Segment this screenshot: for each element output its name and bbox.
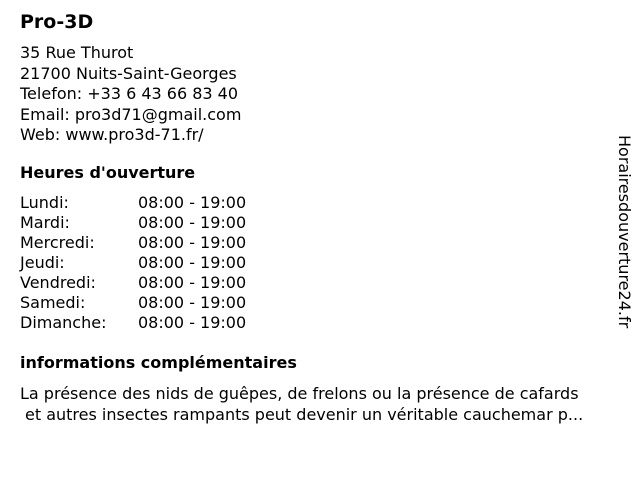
opening-hours-table — [20, 193, 246, 333]
day-label: Jeudi: — [20, 253, 65, 272]
additional-info-heading: informations complémentaires — [20, 353, 297, 372]
time-range: 08:00 - 19:00 — [138, 253, 247, 272]
hours-row — [20, 253, 246, 273]
info-line: et autres insectes rampants peut devenir un véritable cauchemar p... — [25, 405, 584, 424]
info-line: La présence des nids de guêpes, de frelons ou la présence de cafards — [20, 384, 579, 403]
day-label: Lundi: — [20, 193, 69, 212]
day-label: Samedi: — [20, 293, 86, 312]
day-label: Mardi: — [20, 213, 70, 232]
hours-row — [20, 293, 246, 313]
day-label: Dimanche: — [20, 313, 107, 332]
business-name: Pro-3D — [20, 11, 94, 33]
day-label: Mercredi: — [20, 233, 95, 252]
additional-info-text — [20, 383, 632, 425]
phone-line: Telefon: +33 6 43 66 83 40 — [20, 84, 239, 103]
watermark-text: Horairesdouverture24.fr — [615, 135, 634, 329]
time-range: 08:00 - 19:00 — [138, 193, 247, 212]
hours-row — [20, 213, 246, 233]
time-range: 08:00 - 19:00 — [138, 213, 247, 232]
hours-row — [20, 193, 246, 213]
hours-row — [20, 313, 246, 333]
email-line: Email: pro3d71@gmail.com — [20, 104, 242, 124]
address-street: 35 Rue Thurot — [20, 43, 134, 62]
web-line: Web: www.pro3d-71.fr/ — [20, 125, 204, 144]
day-label: Vendredi: — [20, 273, 96, 292]
time-range: 08:00 - 19:00 — [138, 233, 247, 252]
hours-row — [20, 273, 246, 293]
time-range: 08:00 - 19:00 — [138, 313, 247, 332]
contact-block — [20, 43, 241, 146]
opening-hours-heading: Heures d'ouverture — [20, 163, 196, 182]
hours-row — [20, 233, 246, 253]
address-city: 21700 Nuits-Saint-Georges — [20, 63, 237, 83]
time-range: 08:00 - 19:00 — [138, 273, 247, 292]
time-range: 08:00 - 19:00 — [138, 293, 247, 312]
